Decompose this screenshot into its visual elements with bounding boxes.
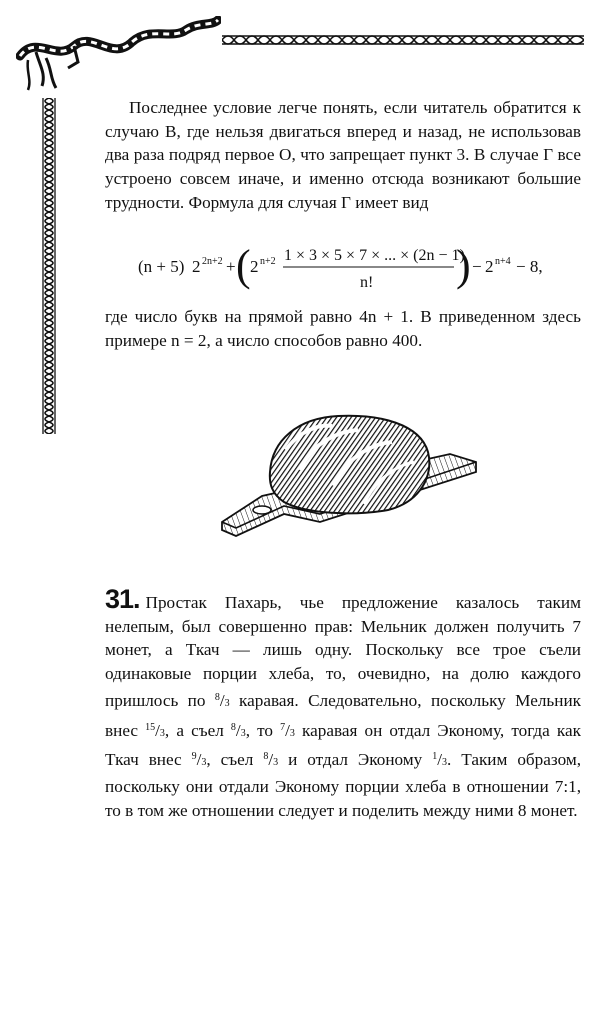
fraction-denominator: 3 — [159, 727, 165, 739]
solution-text-5: каравая он отдал Эконому, тогда как Ткач внес — [105, 720, 581, 770]
formula-minus: − — [472, 257, 482, 276]
formula-plus: + — [226, 257, 236, 276]
formula-base-1: 2 — [192, 257, 201, 276]
solution-text-1: Простак Пахарь, чье предложение казалось таким нелепым, был совершенно прав: Мельник должен получить 7 монет, а Ткач — лишь одну. Поскольку все трое съели одинаковые порции хлеба, то, очевидно, на долю каждого пришлось по — [105, 593, 581, 710]
solution-text-4: , то — [245, 720, 273, 740]
solution-text-7: и отдал Эконому — [288, 750, 423, 770]
fraction-numerator: 15 — [145, 721, 156, 733]
solution-text-6: , съел — [206, 750, 254, 770]
formula-base-3: 2 — [485, 257, 494, 276]
fraction-numerator: 8 — [263, 751, 269, 763]
fraction-denominator: 3 — [273, 757, 279, 769]
problem-number: 31. — [105, 584, 140, 614]
bread-on-board-illustration — [214, 410, 484, 540]
formula-numerator: 1 × 3 × 5 × 7 × ... × (2n − 1) — [284, 247, 465, 264]
fraction-denominator: 3 — [442, 757, 448, 769]
chain-rule-ornament — [222, 32, 584, 48]
vertical-chain-ornament — [40, 98, 58, 434]
fraction-denominator: 3 — [201, 757, 207, 769]
fraction-numerator: 7 — [280, 721, 286, 733]
problem-31-solution: 31. Простак Пахарь, чье предложение казалось таким нелепым, был совершенно прав: Мельник должен получить 7 монет, а Ткач — лишь одну. Поскольку все трое съели одинаковые порции хлеба, то, очевидно, на долю каждого пришлось по $^8$/3 каравая. Следовательно, поскольку Мельник внес $^{15}$/3, а съел $^8$/3, то $^7$/3 каравая он отдал Эконому, тогда как Ткач внес $^9$/3, съел $^8$/3 и отдал Эконому $^1$/3. Таким образом, поскольку они отдали Эконому порции хлеба в отношении 7:1, то в том же отношении следует и поделить между ними 8 монет. — [105, 584, 582, 820]
formula-exp-2: n+2 — [260, 256, 276, 267]
formula-denominator: n! — [360, 274, 374, 291]
ribbon-ornament — [16, 16, 221, 94]
solution-text-2: каравая. Следовательно, поскольку Мельник внес — [105, 690, 581, 740]
formula-close-paren: ) — [456, 241, 471, 290]
fraction-numerator: 8 — [230, 721, 236, 733]
fraction-denominator: 3 — [240, 727, 246, 739]
fraction-numerator: 8 — [214, 691, 220, 703]
formula-tail: − 8, — [516, 257, 543, 276]
solution-text-8: . Таким образом, поскольку они отдали Эконому порции хлеба в отношении 7:1, то в том же отношении следует и поделить между ними 8 монет. — [105, 750, 582, 820]
fraction-numerator: 9 — [191, 751, 197, 763]
formula — [136, 236, 556, 294]
fraction-denominator: 3 — [289, 727, 295, 739]
formula-lead: (n + 5) — [138, 257, 185, 276]
formula-open-paren: ( — [236, 241, 251, 290]
paragraph-example: где число букв на прямой равно 4n + 1. В приведенном здесь примере n = 2, а число способов равно 400. — [105, 307, 581, 350]
fraction-denominator: 3 — [224, 697, 230, 709]
formula-exp-3: n+4 — [495, 256, 511, 267]
formula-base-2: 2 — [250, 257, 259, 276]
solution-text-3: , а съел — [164, 720, 224, 740]
paragraph-intro: Последнее условие легче понять, если читатель обратится к случаю В, где нельзя двигаться вперед и назад, не использовав два раза подряд первое О, что запрещает пункт 3. В случае Г все устроено совсем иначе, и именно отсюда возникают большие трудности. Формула для случая Г имеет вид — [105, 98, 581, 212]
fraction-numerator: 1 — [432, 751, 438, 763]
formula-exp-1: 2n+2 — [202, 256, 223, 267]
